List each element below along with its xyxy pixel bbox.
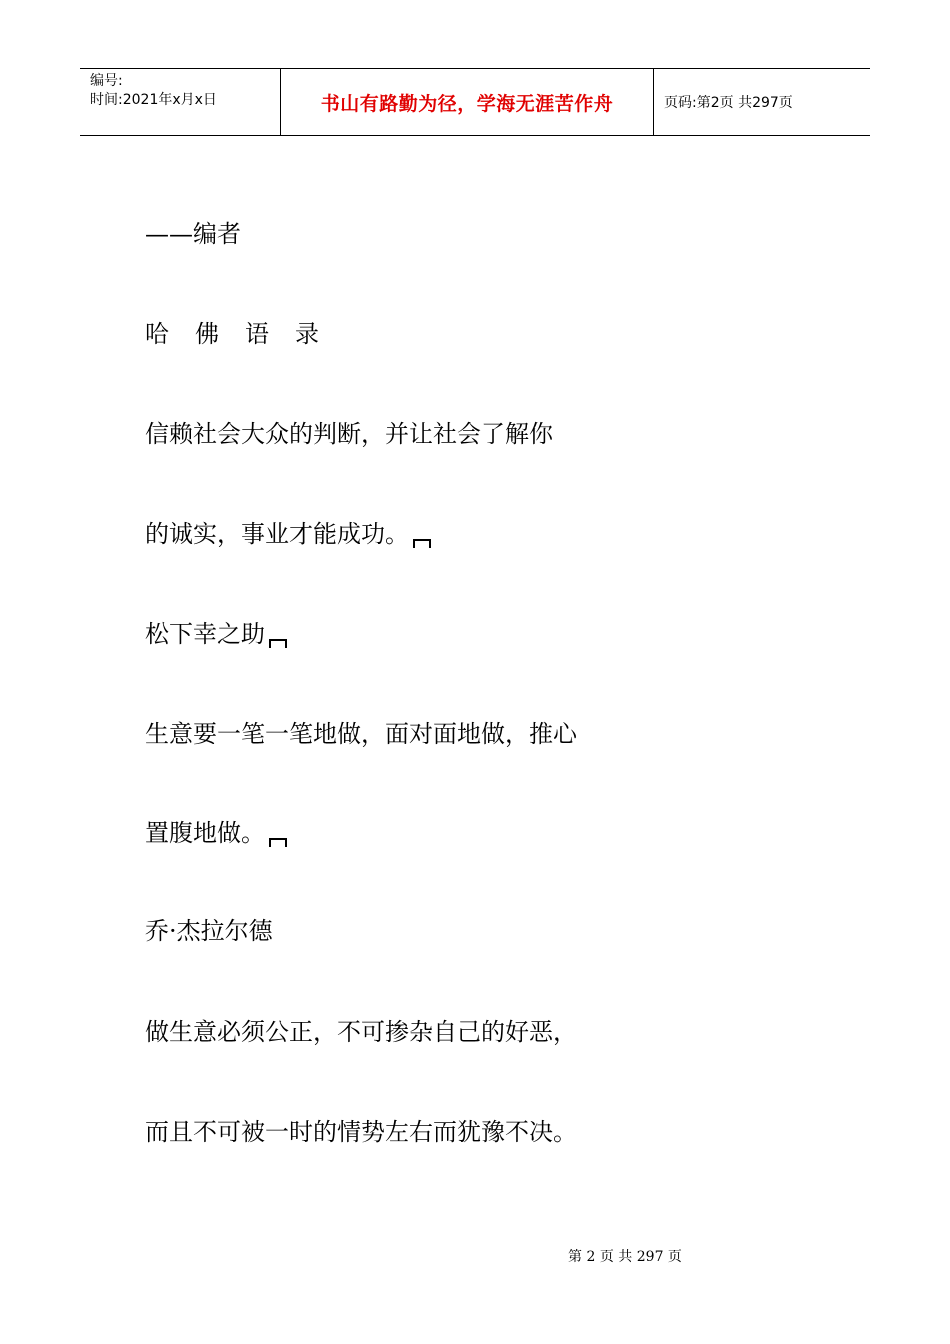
header-motto-cell <box>281 69 654 135</box>
quote-line <box>145 519 431 549</box>
author-name: 松下幸之助 <box>145 620 265 648</box>
quote-line-text: 生意要一笔一笔地做，面对面地做，推心 <box>145 720 577 748</box>
serial-number-label: 编号: <box>90 73 123 89</box>
end-mark-icon <box>269 838 287 847</box>
section-title-char: 录 <box>295 320 319 348</box>
quote-line-text: 而且不可被一时的情势左右而犹豫不决。 <box>145 1118 577 1146</box>
header-motto: 书山有路勤为径，学海无涯苦作舟 <box>320 92 614 115</box>
quote-line <box>145 419 553 449</box>
page-footer <box>0 1246 950 1266</box>
editor-sign: ——编者 <box>145 220 241 248</box>
end-mark-icon <box>413 539 431 548</box>
header-page-cell <box>654 69 870 135</box>
section-title-char: 佛 <box>195 320 219 348</box>
author-name: 乔·杰拉尔德 <box>145 917 273 945</box>
quote-line-text: 做生意必须公正，不可掺杂自己的好恶， <box>145 1018 577 1046</box>
quote-line-text: 信赖社会大众的判断，并让社会了解你 <box>145 420 553 448</box>
time-label: 时间:2021年x月x日 <box>90 92 217 108</box>
section-title-char: 哈 <box>145 320 169 348</box>
page-header <box>80 68 870 136</box>
header-page-info: 页码:第2页 共297页 <box>664 95 793 111</box>
quote-line <box>145 1017 577 1047</box>
quote-line <box>145 818 287 848</box>
quote-author <box>145 916 273 946</box>
quote-line <box>145 1117 577 1147</box>
footer-page-number: 第 2 页 共 297 页 <box>568 1249 682 1265</box>
header-meta-cell <box>80 69 281 135</box>
section-title <box>145 319 345 349</box>
quote-line-text: 置腹地做。 <box>145 819 265 847</box>
quote-line <box>145 719 577 749</box>
end-mark-icon <box>269 639 287 648</box>
section-title-char: 语 <box>245 320 269 348</box>
quote-author <box>145 619 287 649</box>
quote-line-text: 的诚实，事业才能成功。 <box>145 520 409 548</box>
